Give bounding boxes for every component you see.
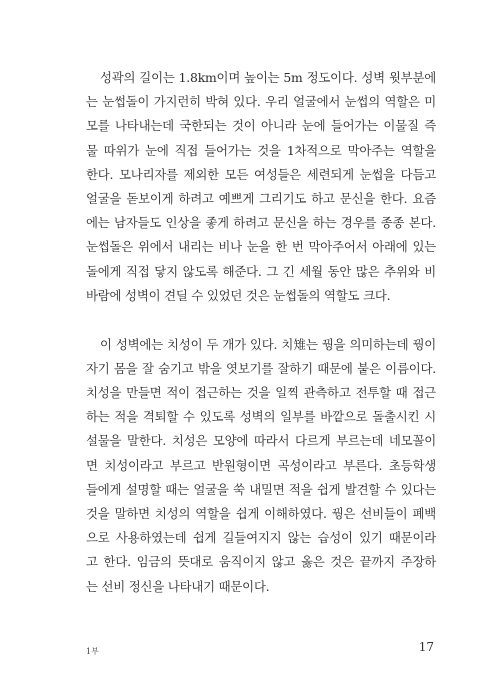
text-line: 성곽의 길이는 1.8km이며 높이는 5m 정도이다. 성벽 윗부분에 bbox=[100, 70, 436, 85]
page-number: 17 bbox=[418, 640, 434, 654]
text-line: 한다. 모나리자를 제외한 모든 여성들은 세련되게 눈썹을 다듬고 bbox=[86, 166, 436, 182]
footer-section-label: 1부 bbox=[86, 647, 99, 656]
text-line: 돌에게 직접 닿지 않도록 해준다. 그 긴 세월 동안 많은 추위와 비 bbox=[86, 263, 436, 279]
text-line: 것을 말하면 치성의 역할을 쉽게 이해하였다. 꿩은 선비들이 폐백 bbox=[86, 505, 436, 521]
text-line: 모를 나타내는데 국한되는 것이 아니라 눈에 들어가는 이물질 즉 bbox=[86, 118, 436, 134]
text-line: 치성을 만들면 적이 접근하는 것을 일찍 관측하고 전투할 때 접근 bbox=[86, 385, 436, 401]
text-line: 바람에 성벽이 견딜 수 있었던 것은 눈썹돌의 역할도 크다. bbox=[86, 287, 391, 303]
text-line: 는 눈썹돌이 가지런히 박혀 있다. 우리 얼굴에서 눈썹의 역할은 미 bbox=[86, 94, 436, 110]
text-line: 설물을 말한다. 치성은 모양에 따라서 다르게 부르는데 네모꼴이 bbox=[86, 433, 436, 449]
text-line: 는 선비 정신을 나타내기 때문이다. bbox=[86, 578, 270, 594]
text-line: 으로 사용하였는데 쉽게 길들여지지 않는 습성이 있기 때문이라 bbox=[86, 530, 436, 546]
body-text bbox=[86, 66, 436, 599]
text-line: 이 성벽에는 치성이 두 개가 있다. 치雉는 꿩을 의미하는데 꿩이 bbox=[100, 336, 436, 352]
paragraph-2 bbox=[86, 333, 436, 599]
text-line: 에는 남자들도 인상을 좋게 하려고 문신을 하는 경우를 종종 본다. bbox=[86, 215, 436, 231]
text-line: 들에게 설명할 때는 얼굴을 쑥 내밀면 적을 쉽게 발견할 수 있다는 bbox=[86, 481, 436, 497]
text-line: 면 치성이라고 부르고 반원형이면 곡성이라고 부른다. 초등학생 bbox=[86, 457, 436, 473]
text-line: 얼굴을 돋보이게 하려고 예쁘게 그리기도 하고 문신을 한다. 요즘 bbox=[86, 190, 436, 206]
text-line: 자기 몸을 잘 숨기고 밖을 엿보기를 잘하기 때문에 붙은 이름이다. bbox=[86, 360, 436, 376]
text-line: 물 따위가 눈에 직접 들어가는 것을 1차적으로 막아주는 역할을 bbox=[86, 142, 436, 158]
text-line: 하는 적을 격퇴할 수 있도록 성벽의 일부를 바깥으로 돌출시킨 시 bbox=[86, 409, 436, 425]
text-line: 고 한다. 임금의 뜻대로 움직이지 않고 옳은 것은 끝까지 주장하 bbox=[86, 554, 436, 570]
paragraph-1 bbox=[86, 66, 436, 308]
text-line: 눈썹돌은 위에서 내리는 비나 눈을 한 번 막아주어서 아래에 있는 bbox=[86, 239, 436, 255]
